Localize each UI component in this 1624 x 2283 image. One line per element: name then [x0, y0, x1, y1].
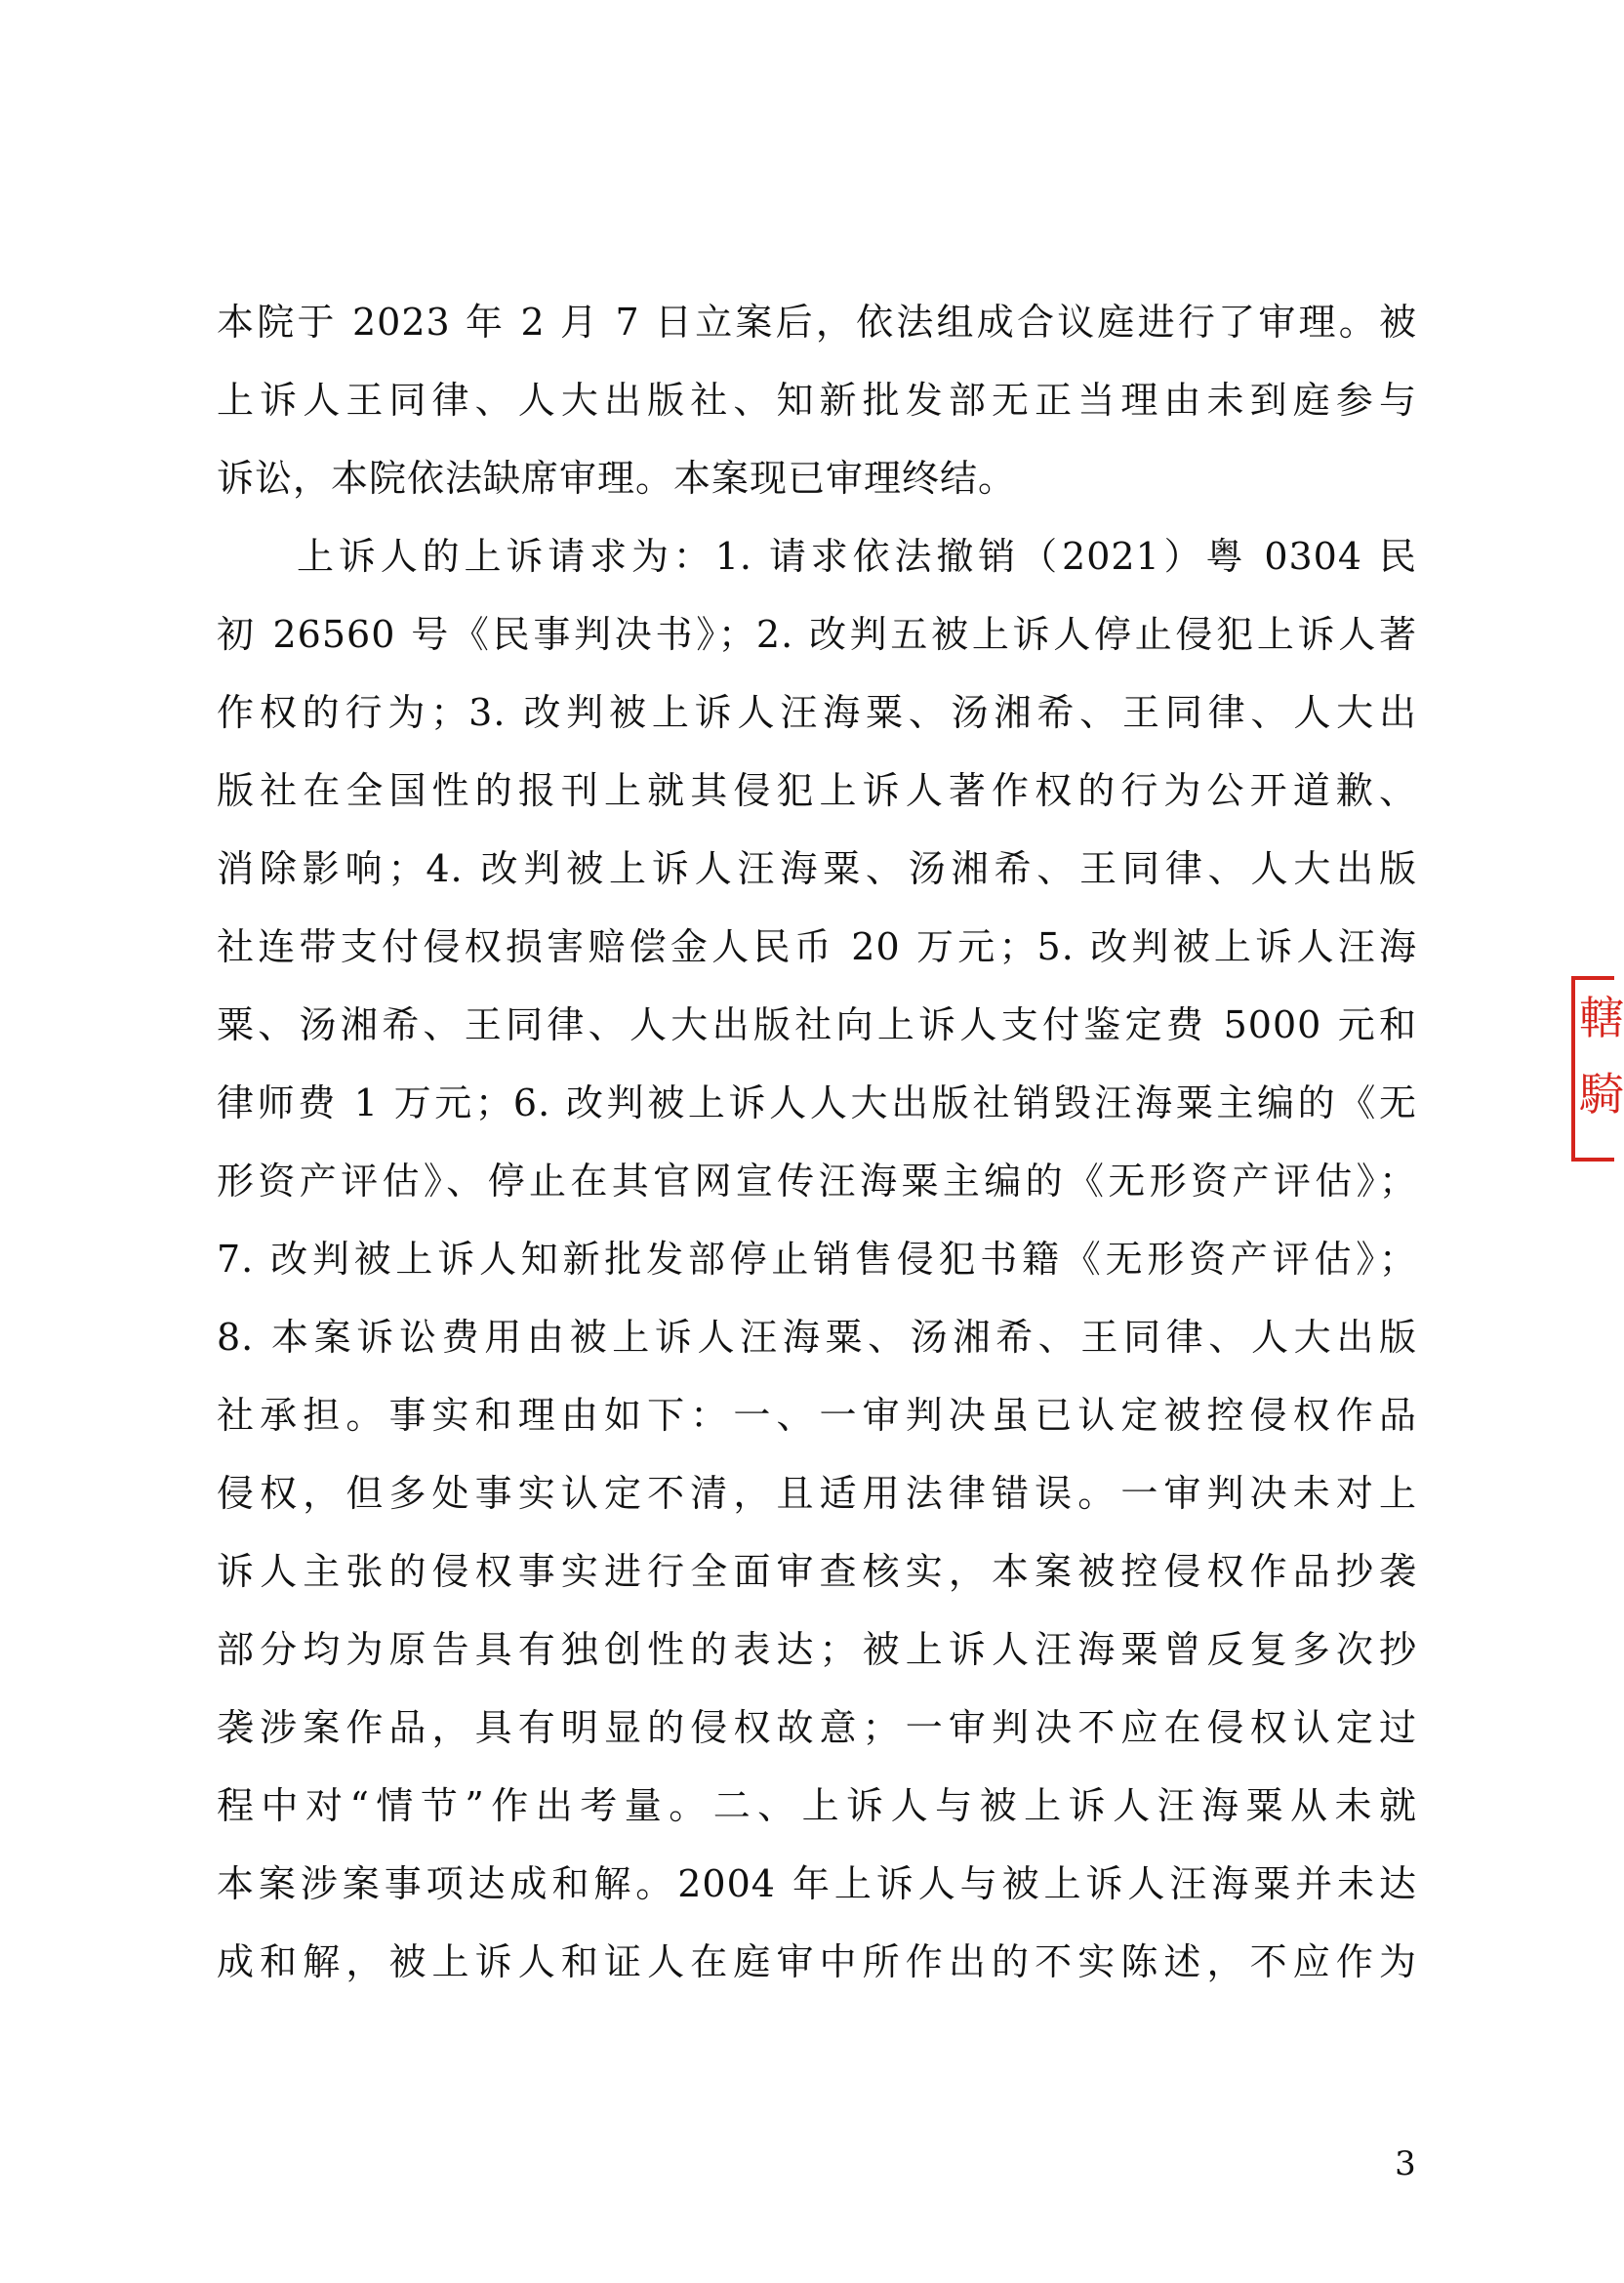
text-line: 消除影响；4. 改判被上诉人汪海粟、汤湘希、王同律、人大出版: [217, 847, 1417, 890]
text-line: 粟、汤湘希、王同律、人大出版社向上诉人支付鉴定费 5000 元和: [217, 1003, 1417, 1046]
text-line: 侵权，但多处事实认定不清，且适用法律错误。一审判决未对上: [217, 1472, 1417, 1515]
text-line: 本院于 2023 年 2 月 7 日立案后，依法组成合议庭进行了审理。被: [217, 301, 1417, 344]
text-line: 诉人主张的侵权事实进行全面审查核实，本案被控侵权作品抄袭: [217, 1550, 1417, 1593]
text-line: 程中对“情节”作出考量。二、上诉人与被上诉人汪海粟从未就: [217, 1784, 1417, 1827]
text-line: 成和解，被上诉人和证人在庭审中所作出的不实陈述，不应作为: [217, 1940, 1417, 1983]
text-line: 上诉人的上诉请求为：1. 请求依法撤销（2021）粤 0304 民: [297, 535, 1417, 578]
text-line: 本案涉案事项达成和解。2004 年上诉人与被上诉人汪海粟并未达: [217, 1862, 1417, 1905]
text-line: 袭涉案作品，具有明显的侵权故意；一审判决不应在侵权认定过: [217, 1706, 1417, 1749]
document-body: [217, 283, 1417, 2001]
text-line: 部分均为原告具有独创性的表达；被上诉人汪海粟曾反复多次抄: [217, 1628, 1417, 1671]
text-line: 上诉人王同律、人大出版社、知新批发部无正当理由未到庭参与: [217, 379, 1417, 422]
text-line: 社连带支付侵权损害赔偿金人民币 20 万元；5. 改判被上诉人汪海: [217, 925, 1417, 968]
text-line: 形资产评估》、停止在其官网宣传汪海粟主编的《无形资产评估》；: [217, 1160, 1417, 1203]
seal-stamp: 轄騎: [1571, 976, 1614, 1162]
text-line: 初 26560 号《民事判决书》；2. 改判五被上诉人停止侵犯上诉人著: [217, 613, 1417, 656]
text-line: 8. 本案诉讼费用由被上诉人汪海粟、汤湘希、王同律、人大出版: [217, 1316, 1417, 1359]
text-line: 诉讼，本院依法缺席审理。本案现已审理终结。: [217, 457, 1017, 500]
text-line: 7. 改判被上诉人知新批发部停止销售侵犯书籍《无形资产评估》；: [217, 1238, 1417, 1281]
text-line: 作权的行为；3. 改判被上诉人汪海粟、汤湘希、王同律、人大出: [217, 691, 1417, 734]
text-line: 版社在全国性的报刊上就其侵犯上诉人著作权的行为公开道歉、: [217, 769, 1417, 812]
text-line: 社承担。事实和理由如下：一、一审判决虽已认定被控侵权作品: [217, 1394, 1417, 1437]
text-line: 律师费 1 万元；6. 改判被上诉人人大出版社销毁汪海粟主编的《无: [217, 1081, 1417, 1124]
page-number: 3: [1395, 2144, 1416, 2183]
